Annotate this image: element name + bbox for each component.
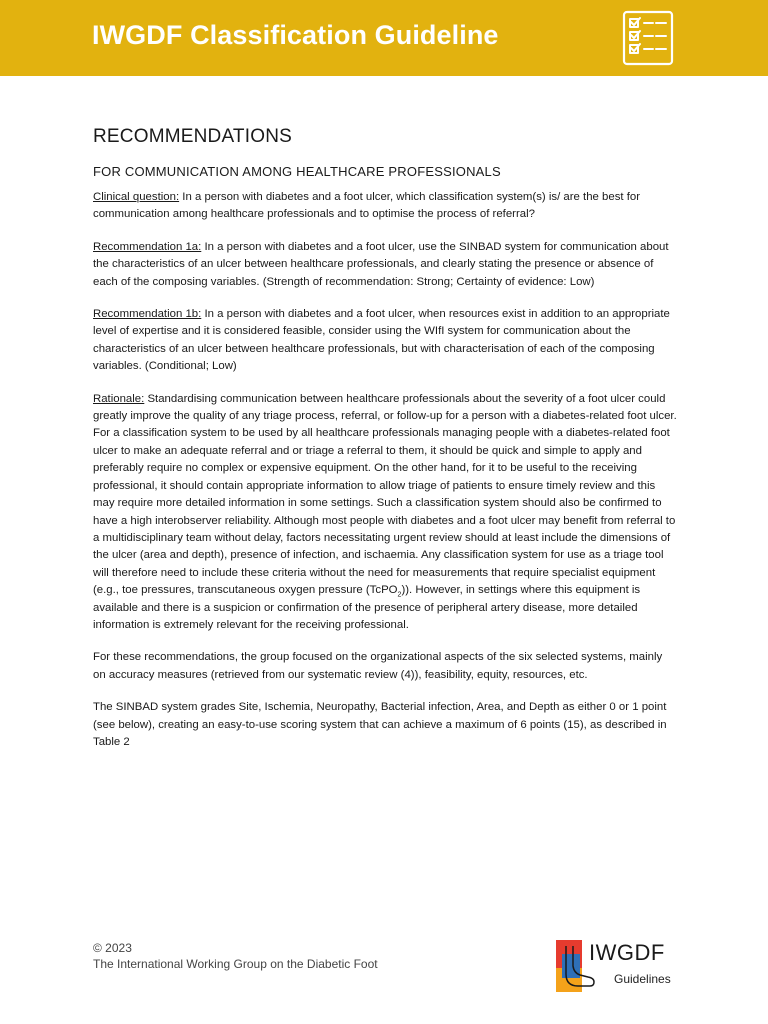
focus-paragraph: For these recommendations, the group focused on the organizational aspects of the six selected systems, mainly on accuracy measures (retrieved from our systematic review (4)), feasibility, equity, resources, etc.: [93, 651, 663, 681]
rationale-text-part-1: Standardising communication between healthcare professionals about the severity of a foot ulcer could greatly improve the quality of any triage process, referral, or follow-up for a person with a diabetes-related foot ulcer. For a classification system to be used by all healthcare professionals managing people with a diabetes-related foot ulcer to make an adequate referral and or triage a referral to them, it should be quick and simple to apply and preferably require no complex or expensive equipment. On the other hand, for it to be useful to the receiving professional, it should contain appropriate information to allow triage of patients to ensure timely review and this may require more detailed information in some settings. Such a classification system should also be confirmed to have a high interobserver reliability. Although most people with diabetes and a foot ulcer may benefit from referral to a multidisciplinary team without delay, factors necessitating urgent review should at least include the dimensions of the ulcer (area and depth), presence of infection, and ischaemia. Any classification system for use as a triage tool will therefore need to include these criteria without the need for measurements that require specialist equipment (e.g., toe pressures, transcutaneous oxygen pressure (TcPO: [93, 392, 677, 597]
page-footer: [93, 940, 378, 972]
section-subtitle: FOR COMMUNICATION AMONG HEALTHCARE PROFESSIONALS: [93, 164, 501, 179]
clinical-question-label: Clinical question:: [93, 191, 180, 203]
recommendation-1b-paragraph: [93, 306, 677, 376]
rationale-text-part-2: )). However, in settings where this equipment is available and there is a suspicion or confirmation of the presence of peripheral artery disease, more detailed information is extremely relevant for the receiving professional.: [93, 584, 641, 631]
recommendation-1a-paragraph: [93, 239, 677, 291]
rationale-paragraph: [93, 391, 677, 635]
logo-subtitle: Guidelines: [614, 972, 671, 986]
recommendation-1a-text: In a person with diabetes and a foot ulcer, use the SINBAD system for communication about the characteristics of an ulcer between healthcare professionals, and clearly stating the presence or absence of each of the composing variables. (Strength of recommendation: Strong; Certainty of evidence: Low): [93, 240, 669, 288]
recommendation-1b-label: Recommendation 1b:: [93, 308, 202, 321]
page-header: [0, 0, 768, 76]
header-title: IWGDF Classification Guideline: [92, 20, 499, 50]
checklist-icon: [622, 10, 674, 66]
rationale-label: Rationale:: [93, 392, 145, 405]
iwgdf-logo: [556, 940, 686, 994]
logo-name: IWGDF: [589, 940, 665, 965]
clinical-question-text: In a person with diabetes and a foot ulcer, which classification system(s) is/ are the best for communication among healthcare professionals and to optimise the process of referral?: [93, 191, 641, 221]
footer-organization: The International Working Group on the Diabetic Foot: [93, 957, 378, 971]
footer-copyright: © 2023: [93, 941, 132, 955]
section-title: RECOMMENDATIONS: [93, 126, 292, 147]
main-content: [93, 126, 677, 766]
recommendation-1a-label: Recommendation 1a:: [93, 240, 202, 253]
sinbad-paragraph: The SINBAD system grades Site, Ischemia, Neuropathy, Bacterial infection, Area, and Depth as either 0 or 1 point (see below), creating an easy-to-use scoring system that can achieve a maximum of 6 points (15), as described in Table 2: [93, 701, 667, 748]
recommendation-1b-text: In a person with diabetes and a foot ulcer, when resources exist in addition to an appropriate level of expertise and it is considered feasible, consider using the WIfI system for communication about the characteristics of an ulcer between healthcare professionals, but with characterisation of each of the composing variables. (Conditional; Low): [93, 308, 670, 373]
rationale-subscript: 2: [397, 591, 402, 599]
clinical-question-paragraph: [93, 189, 677, 224]
